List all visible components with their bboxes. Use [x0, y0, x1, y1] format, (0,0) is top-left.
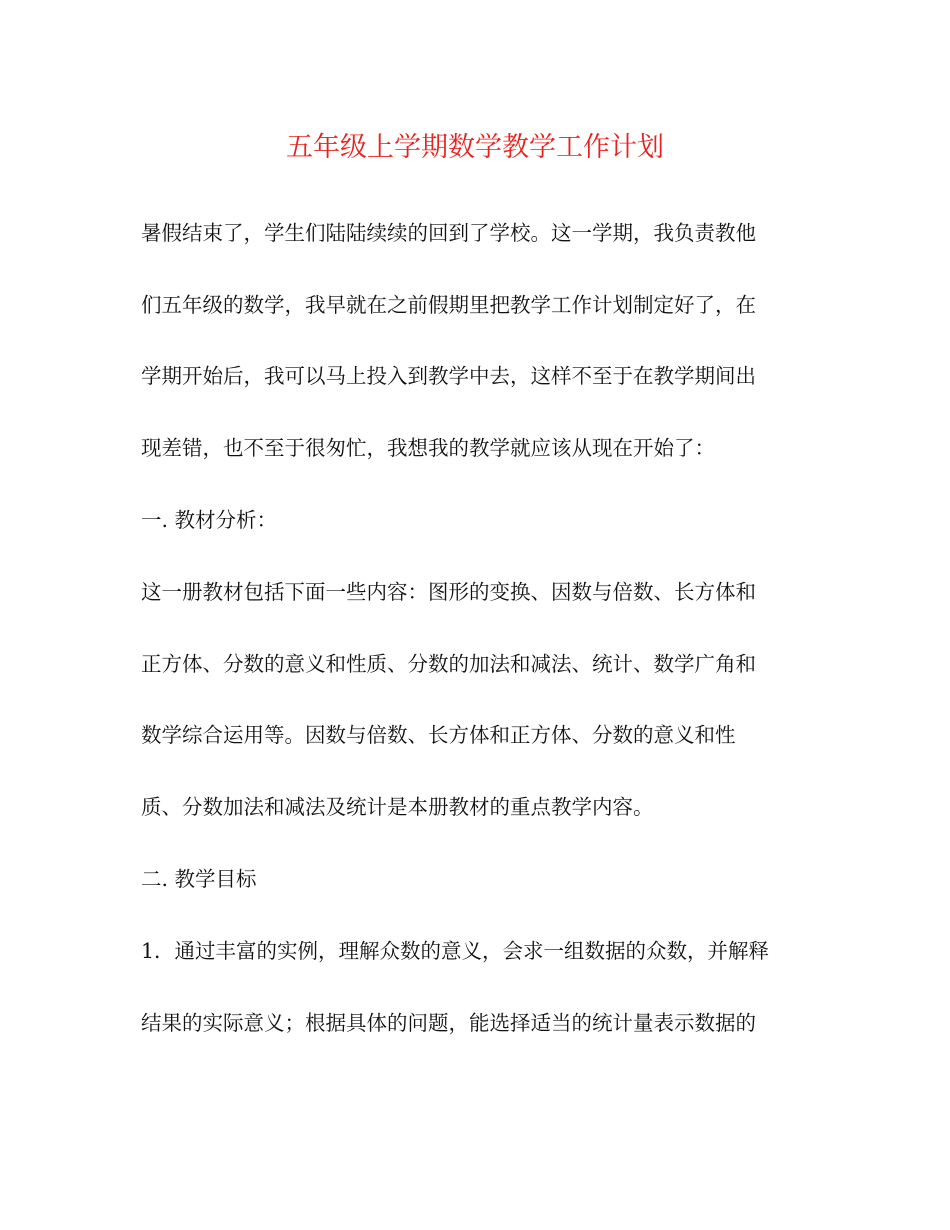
paragraph-material-line-2: 正方体、分数的意义和性质、分数的加法和减法、统计、数学广角和 [141, 652, 756, 676]
paragraph-intro-line-3: 学期开始后，我可以马上投入到教学中去，这样不至于在教学期间出 [141, 364, 756, 388]
document-title: 五年级上学期数学教学工作计划 [286, 132, 664, 163]
paragraph-intro-line-2: 们五年级的数学，我早就在之前假期里把教学工作计划制定好了，在 [141, 293, 756, 317]
paragraph-intro-line-1: 暑假结束了，学生们陆陆续续的回到了学校。这一学期，我负责教他 [141, 221, 756, 245]
section-heading-material-analysis: 一. 教材分析： [141, 508, 278, 532]
paragraph-material-line-3: 数学综合运用等。因数与倍数、长方体和正方体、分数的意义和性 [141, 723, 736, 747]
paragraph-material-line-1: 这一册教材包括下面一些内容：图形的变换、因数与倍数、长方体和 [141, 580, 756, 604]
paragraph-goal-1-line-1: 1．通过丰富的实例，理解众数的意义，会求一组数据的众数，并解释 [141, 939, 770, 963]
paragraph-goal-1-line-2: 结果的实际意义；根据具体的问题，能选择适当的统计量表示数据的 [141, 1011, 756, 1035]
paragraph-material-line-4: 质、分数加法和减法及统计是本册教材的重点教学内容。 [141, 795, 654, 819]
paragraph-intro-line-4: 现差错，也不至于很匆忙，我想我的教学就应该从现在开始了： [141, 436, 715, 460]
section-heading-teaching-goals: 二. 教学目标 [141, 867, 257, 891]
